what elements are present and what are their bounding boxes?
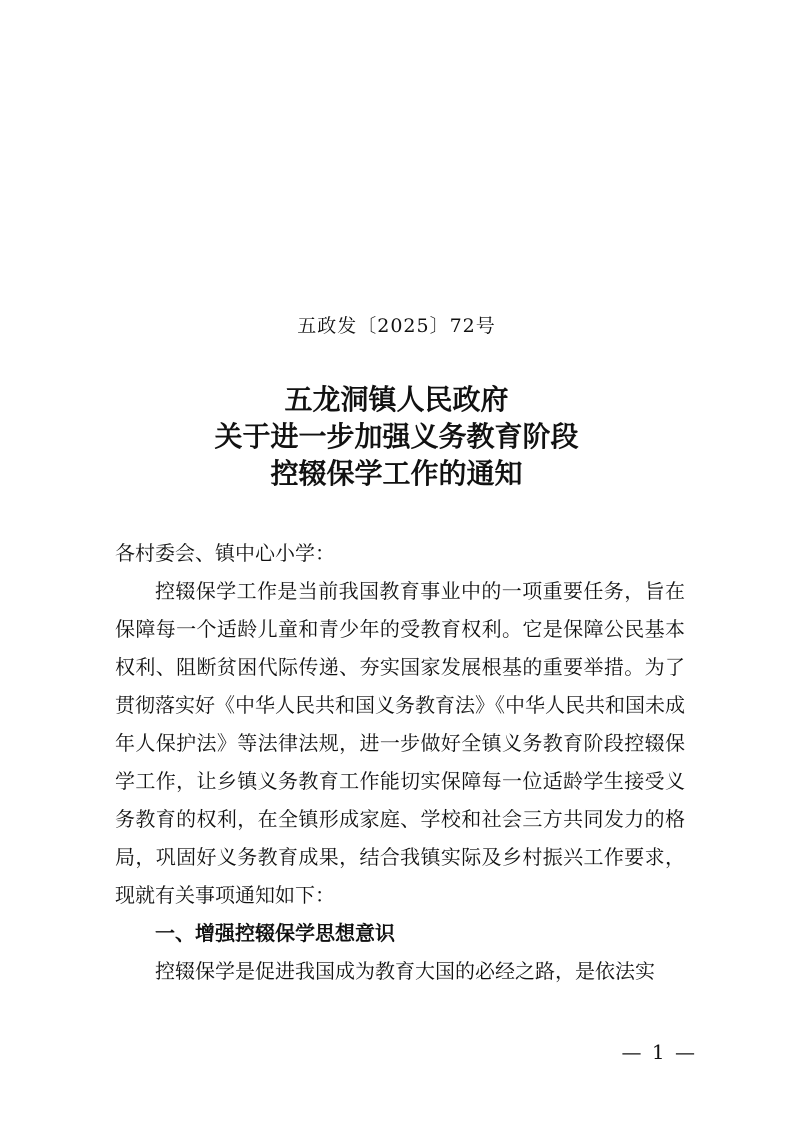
title-line-2: 关于进一步加强义务教育阶段 — [214, 420, 579, 453]
document-title — [0, 381, 793, 492]
paragraph-section-1: 控辍保学是促进我国成为教育大国的必经之路，是依法实 — [155, 959, 655, 983]
title-line-1: 五龙洞镇人民政府 — [284, 383, 509, 416]
document-body — [115, 534, 685, 990]
paragraph-intro: 控辍保学工作是当前我国教育事业中的一项重要任务，旨在保障每一个适龄儿童和青少年的受教育权利。它是保障公民基本权利、阻断贫困代际传递、夯实国家发展根基的重要举措。为了贯彻落实好《中华人民共和国义务教育法》《中华人民共和国未成年人保护法》等法律法规，进一步做好全镇义务教育阶段控辍保学工作，让乡镇义务教育工作能切实保障每一位适龄学生接受义务教育的权利，在全镇形成家庭、学校和社会三方共同发力的格局，巩固好义务教育成果，结合我镇实际及乡村振兴工作要求，现就有关事项通知如下： — [115, 579, 685, 907]
document-number: 五政发〔2025〕72号 — [297, 315, 496, 337]
page-number: — 1 — — [621, 1040, 697, 1064]
section-heading-1: 一、增强控辍保学思想意识 — [155, 921, 395, 945]
title-line-3: 控辍保学工作的通知 — [270, 457, 523, 490]
salutation: 各村委会、镇中心小学： — [115, 541, 335, 565]
